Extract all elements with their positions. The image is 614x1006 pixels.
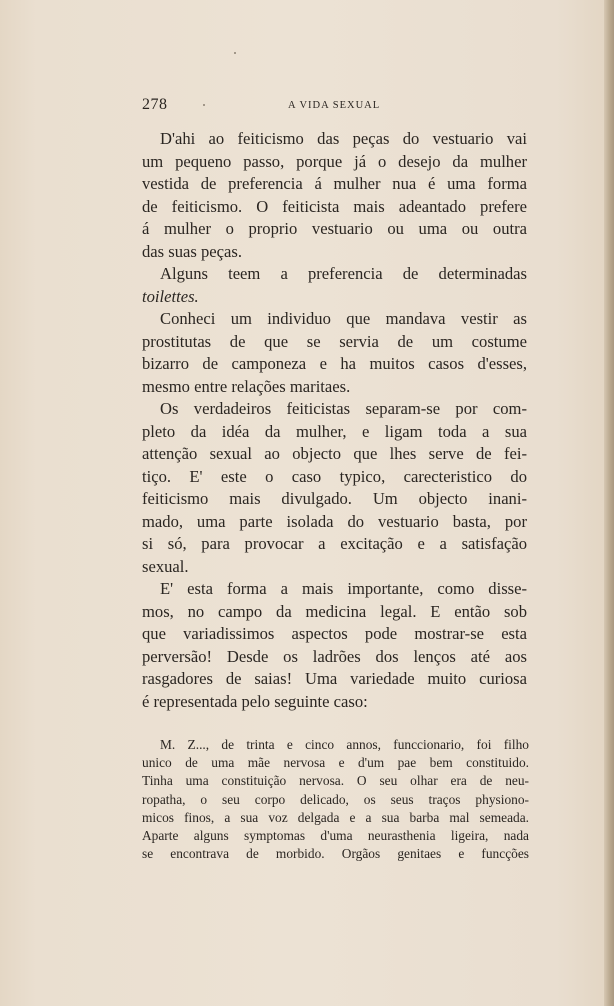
text-line: feiticismo mais divulgado. Um objecto inani- [142, 489, 527, 508]
text-line: que variadissimos aspectos pode mostrar-se esta [142, 624, 527, 643]
running-title: A VIDA SEXUAL [288, 100, 381, 111]
note-line: micos finos, a sua voz delgada e a sua barba mal semeada. [142, 809, 529, 825]
note-line: Tinha uma constituição nervosa. O seu olhar era de neu- [142, 773, 529, 789]
text-line: á mulher o proprio vestuario ou uma ou outra [142, 219, 527, 238]
text-line-italic [142, 286, 527, 309]
text-line: Os verdadeiros feiticistas separam-se por com- [160, 399, 527, 418]
paper-speck [234, 52, 236, 54]
text-line: mos, no campo da medicina legal. E então sob [142, 601, 527, 621]
text-line: mesmo entre relações maritaes. [142, 376, 351, 396]
text-line: um pequeno passo, porque já o desejo da mulher [142, 151, 527, 171]
text-line: D'ahi ao feiticismo das peças do vestuario vai [160, 129, 527, 148]
main-text [142, 128, 527, 713]
note-line: se encontrava de morbido. Orgãos genitaes e funcções [142, 846, 529, 862]
text-line: das suas peças. [142, 241, 242, 261]
text-line: mado, uma parte isolada do vestuario basta, por [142, 511, 527, 531]
note-line: M. Z..., de trinta e cinco annos, funccionario, foi filho [160, 737, 529, 752]
text-line: vestida de preferencia á mulher nua é uma forma [142, 174, 527, 193]
text-line: attenção sexual ao objecto que lhes serve de fei- [142, 444, 527, 463]
text-line: sexual. [142, 556, 189, 576]
text-line: bizarro de camponeza e ha muitos casos d'esses, [142, 354, 527, 373]
text-line: Conheci um individuo que mandava vestir as [160, 309, 527, 328]
note-line: unico de uma mãe nervosa e d'um pae bem constituido. [142, 755, 529, 771]
text-line: pleto da idéa da mulher, e ligam toda a sua [142, 421, 527, 441]
page-number: 278 [142, 96, 168, 113]
page-header [0, 96, 604, 116]
text-line: perversão! Desde os ladrões dos lenços até aos [142, 646, 527, 666]
italic-word: toilettes. [142, 286, 199, 306]
text-line: é representada pelo seguinte caso: [142, 691, 368, 711]
text-line: si só, para provocar a excitação e a satisfação [142, 534, 527, 553]
text-line: tiço. E' este o caso typico, carecteristico do [142, 466, 527, 486]
text-line: E' esta forma a mais importante, como disse- [160, 579, 527, 598]
text-line: rasgadores de saias! Uma variedade muito curiosa [142, 669, 527, 688]
text-line: de feiticismo. O feiticista mais adeantado prefere [142, 196, 527, 216]
note-line: Aparte alguns symptomas d'uma neurasthenia ligeira, nada [142, 827, 529, 843]
paper-speck [203, 104, 205, 106]
page-edge [604, 0, 614, 1006]
text-line: prostitutas de que se servia de um costume [142, 331, 527, 351]
note-line: ropatha, o seu corpo delicado, os seus traços physiono- [142, 791, 529, 807]
case-note [142, 736, 529, 863]
text-line: Alguns teem a preferencia de determinadas [160, 264, 527, 283]
